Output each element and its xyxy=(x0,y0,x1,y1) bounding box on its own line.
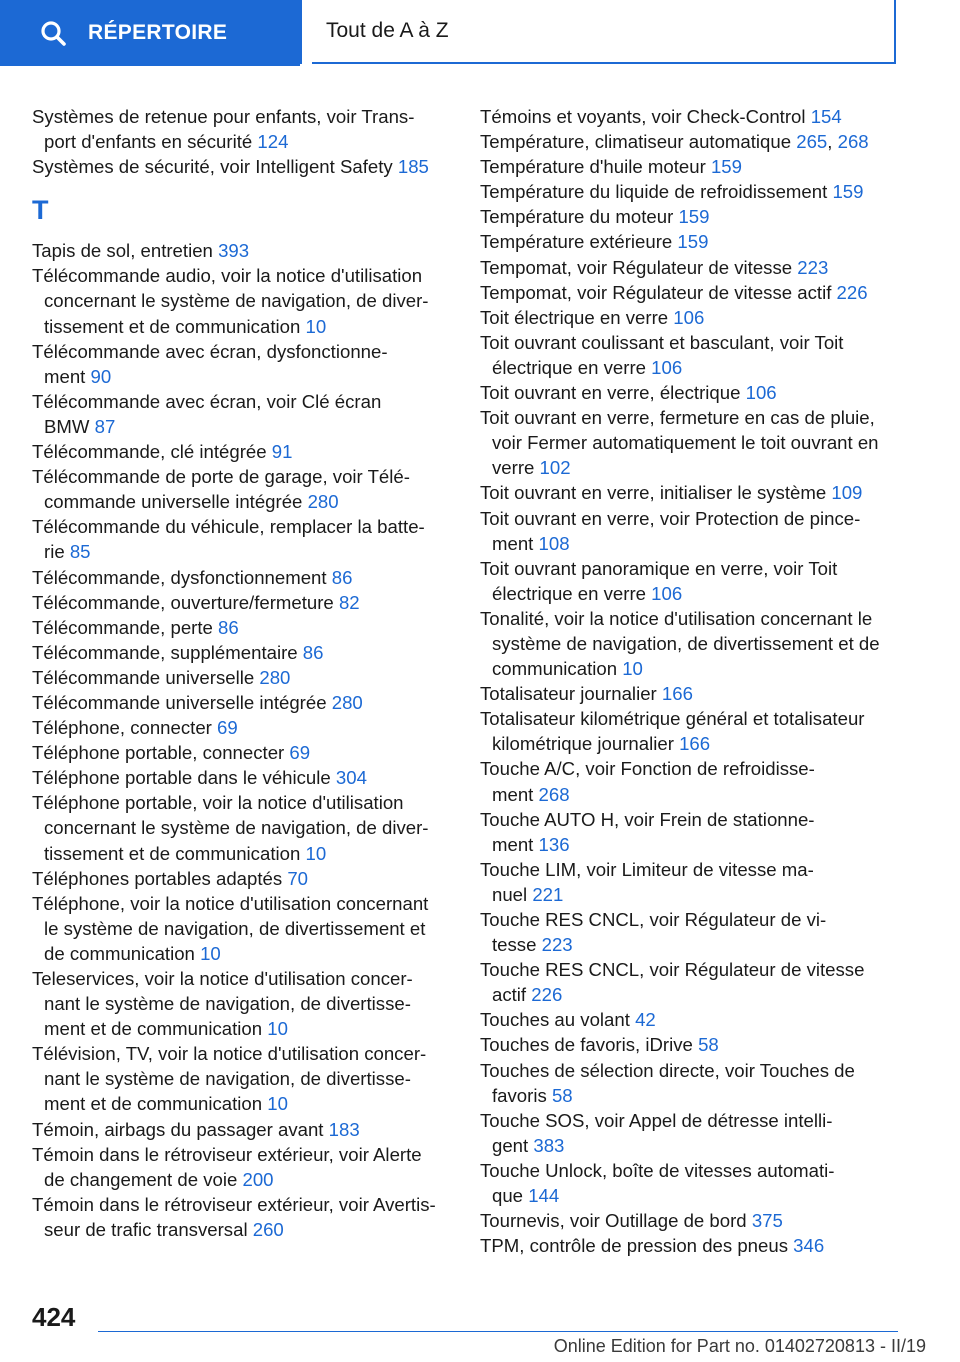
entry-text: Température du moteur xyxy=(480,206,674,228)
page-link[interactable]: 42 xyxy=(635,1009,656,1031)
index-entry xyxy=(32,891,452,966)
entry-text: électrique en verre xyxy=(492,356,646,378)
page-link[interactable]: 85 xyxy=(69,541,91,563)
entry-text: concernant le système de navigation, de diver- xyxy=(44,290,429,312)
index-entry xyxy=(480,305,900,330)
page-link[interactable]: 159 xyxy=(832,181,864,203)
page-link[interactable]: 260 xyxy=(252,1218,284,1240)
index-entry xyxy=(32,590,452,615)
index-entry xyxy=(32,765,452,790)
page-link[interactable]: 226 xyxy=(836,281,868,303)
index-entry xyxy=(480,606,900,681)
index-entry xyxy=(480,1108,900,1158)
entry-text: système de navigation, de divertissement et de xyxy=(492,632,880,654)
page-link[interactable]: 108 xyxy=(538,532,570,554)
index-entry xyxy=(32,690,452,715)
entry-text: voir Fermer automatiquement le toit ouvrant en xyxy=(492,432,879,454)
footer-divider xyxy=(98,1331,898,1332)
index-entry xyxy=(32,615,452,640)
entry-text: Témoins et voyants, voir Check-Control xyxy=(480,106,806,127)
entry-text: ment xyxy=(492,532,534,554)
entry-text: Touche RES CNCL, voir Régulateur de vitesse xyxy=(480,959,865,981)
index-entry xyxy=(480,330,900,380)
entry-text: commande universelle intégrée xyxy=(44,491,303,513)
entry-text: ment xyxy=(492,833,534,855)
entry-text: favoris xyxy=(492,1084,547,1106)
page-link[interactable]: 90 xyxy=(90,365,112,387)
index-entry xyxy=(32,790,452,865)
index-entry xyxy=(480,681,900,706)
entry-text: Touche SOS, voir Appel de détresse intelli- xyxy=(480,1109,833,1131)
index-entry xyxy=(32,514,452,564)
entry-text: Téléphone portable, voir la notice d'utilisation xyxy=(32,792,404,814)
entry-text: Télécommande universelle intégrée xyxy=(32,691,327,713)
index-entry xyxy=(32,1041,452,1116)
entry-text: Systèmes de retenue pour enfants, voir Trans- xyxy=(32,106,415,127)
page-link[interactable]: 58 xyxy=(551,1084,573,1106)
index-entry xyxy=(32,665,452,690)
index-entry xyxy=(480,380,900,405)
page-link[interactable]: 393 xyxy=(218,240,250,262)
index-entry: Température, climatiseur automatique 265, 268 xyxy=(480,131,869,153)
entry-text: communication xyxy=(492,658,618,680)
entry-text: Tempomat, voir Régulateur de vitesse xyxy=(480,256,793,278)
page-link[interactable]: 185 xyxy=(397,156,429,178)
entry-text: Teleservices, voir la notice d'utilisation concer- xyxy=(32,968,413,989)
entry-text: Téléphone, connecter xyxy=(32,717,212,739)
index-column-right xyxy=(480,104,900,1258)
page-link[interactable]: 69 xyxy=(289,742,311,764)
page-link[interactable]: 87 xyxy=(94,415,116,437)
page-link[interactable]: 144 xyxy=(528,1185,560,1207)
page-link[interactable]: 69 xyxy=(217,717,238,739)
entry-text: Toit ouvrant en verre, électrique xyxy=(480,382,741,404)
index-entry xyxy=(480,480,900,505)
page-link[interactable]: 221 xyxy=(532,883,564,905)
entry-text: rie xyxy=(44,541,65,563)
page-link[interactable]: 154 xyxy=(810,106,842,127)
entry-text: Télécommande, perte xyxy=(32,616,213,638)
index-entry xyxy=(480,1007,900,1032)
index-entry xyxy=(32,154,452,179)
index-entry xyxy=(32,1192,452,1242)
repertoire-button[interactable] xyxy=(0,0,300,66)
entry-text: le système de navigation, de divertissement et xyxy=(44,917,426,939)
page-link[interactable]: 86 xyxy=(302,641,324,663)
entry-text: Télécommande, ouverture/fermeture xyxy=(32,591,334,613)
entry-text: nant le système de navigation, de divertisse- xyxy=(44,1068,411,1090)
page-link[interactable]: 106 xyxy=(673,306,705,328)
index-entry xyxy=(480,1058,900,1108)
index-entry xyxy=(480,229,900,254)
entry-text: Témoin dans le rétroviseur extérieur, voir Avertis- xyxy=(32,1193,436,1215)
page-link[interactable]: 124 xyxy=(257,131,289,153)
index-entry xyxy=(32,389,452,439)
page-link[interactable]: 223 xyxy=(797,256,829,278)
index-entry xyxy=(32,1117,452,1142)
page-link[interactable]: 10 xyxy=(267,1093,288,1115)
index-entry xyxy=(480,280,900,305)
page-link[interactable]: 10 xyxy=(622,658,643,680)
header xyxy=(0,0,960,66)
entry-text: kilométrique journalier xyxy=(492,733,674,755)
entry-text: Toit ouvrant en verre, initialiser le système xyxy=(480,482,827,504)
index-entry xyxy=(480,154,900,179)
page-link[interactable]: 106 xyxy=(745,382,777,404)
entry-text: Tournevis, voir Outillage de bord xyxy=(480,1210,747,1232)
index-entry xyxy=(480,1233,900,1258)
entry-text: Touches de favoris, iDrive xyxy=(480,1034,693,1056)
index-entry xyxy=(480,179,900,204)
page-link[interactable]: 280 xyxy=(307,491,339,513)
index-entry xyxy=(480,204,900,229)
page-link[interactable]: 159 xyxy=(677,231,709,253)
page-link[interactable]: 375 xyxy=(751,1210,783,1232)
entry-text: Télécommande du véhicule, remplacer la batte- xyxy=(32,516,425,538)
entry-text: Température d'huile moteur xyxy=(480,156,706,178)
entry-text: Télécommande, dysfonctionnement xyxy=(32,566,327,588)
entry-text: Touche AUTO H, voir Frein de stationne- xyxy=(480,808,815,830)
page-link[interactable]: 70 xyxy=(287,867,309,889)
entry-text: Télécommande de porte de garage, voir Télé- xyxy=(32,466,410,488)
entry-text: Touche LIM, voir Limiteur de vitesse ma- xyxy=(480,858,814,880)
index-entry xyxy=(480,957,900,1007)
page-link[interactable]: 82 xyxy=(338,591,360,613)
page-link[interactable]: 109 xyxy=(831,482,863,504)
entry-text: nuel xyxy=(492,883,528,905)
page-link[interactable]: 86 xyxy=(218,616,239,638)
index-entry xyxy=(480,756,900,806)
entry-text: Totalisateur kilométrique général et totalisateur xyxy=(480,708,865,730)
entry-text: Touches au volant xyxy=(480,1009,630,1031)
entry-text: Touche A/C, voir Fonction de refroidisse- xyxy=(480,758,815,780)
entry-text: Température du liquide de refroidissement xyxy=(480,181,828,203)
entry-text: Témoin dans le rétroviseur extérieur, voir Alerte xyxy=(32,1143,422,1165)
index-entry xyxy=(32,966,452,1041)
entry-text: Témoin, airbags du passager avant xyxy=(32,1118,324,1140)
edition-text: Online Edition for Part no. 01402720813 - II/19 xyxy=(553,1336,926,1356)
entry-text: port d'enfants en sécurité xyxy=(44,131,253,153)
page-link[interactable]: 280 xyxy=(259,666,291,688)
entry-text: Téléphone portable dans le véhicule xyxy=(32,767,331,789)
entry-text: Température, climatiseur automatique xyxy=(480,131,792,153)
entry-text: ment xyxy=(44,365,86,387)
index-entry xyxy=(32,565,452,590)
entry-text: Télécommande, clé intégrée xyxy=(32,441,267,463)
entry-text: Toit ouvrant en verre, fermeture en cas de pluie, xyxy=(480,407,875,429)
entry-text: gent xyxy=(492,1134,529,1156)
entry-text: ment et de communication xyxy=(44,1018,263,1040)
entry-text: Toit électrique en verre xyxy=(480,306,669,328)
entry-text: seur de trafic transversal xyxy=(44,1218,248,1240)
page-link[interactable]: 159 xyxy=(678,206,710,228)
page-link[interactable]: 304 xyxy=(335,767,367,789)
entry-text: nant le système de navigation, de divertisse- xyxy=(44,993,411,1015)
entry-text: Tempomat, voir Régulateur de vitesse actif xyxy=(480,281,832,303)
index-entry xyxy=(32,263,452,338)
entry-text: Téléphone, voir la notice d'utilisation concernant xyxy=(32,892,429,914)
page-link[interactable]: 223 xyxy=(541,934,573,956)
page-link[interactable]: 159 xyxy=(710,156,742,178)
index-entry xyxy=(32,238,452,263)
index-entry xyxy=(32,640,452,665)
entry-text: ment xyxy=(492,783,534,805)
index-entry xyxy=(32,339,452,389)
index-column-left xyxy=(32,104,452,1242)
index-entry xyxy=(480,556,900,606)
index-entry xyxy=(32,439,452,464)
page-link[interactable]: 383 xyxy=(533,1134,565,1156)
entry-text: tissement et de communication xyxy=(44,842,301,864)
page-link[interactable]: 10 xyxy=(200,942,221,964)
page-link[interactable]: 183 xyxy=(328,1118,360,1140)
entry-text: actif xyxy=(492,984,527,1006)
entry-text: Totalisateur journalier xyxy=(480,683,657,705)
entry-text: BMW xyxy=(44,415,90,437)
entry-text: électrique en verre xyxy=(492,582,646,604)
page-link[interactable]: 86 xyxy=(331,566,353,588)
index-entry xyxy=(480,807,900,857)
page-link[interactable]: 58 xyxy=(698,1034,719,1056)
entry-text: Télécommande avec écran, dysfonctionne- xyxy=(32,340,388,362)
page-link[interactable]: 226 xyxy=(531,984,563,1006)
page-link[interactable]: 106 xyxy=(651,582,683,604)
page-link[interactable]: 136 xyxy=(538,833,570,855)
entry-text: Touches de sélection directe, voir Touches de xyxy=(480,1059,855,1081)
entry-text: Télécommande avec écran, voir Clé écran xyxy=(32,390,382,412)
index-entry xyxy=(480,1158,900,1208)
index-entry xyxy=(32,104,452,154)
page-link[interactable]: 102 xyxy=(539,457,571,479)
tab-label: Tout de A à Z xyxy=(326,19,449,42)
index-entry xyxy=(480,1208,900,1233)
index-entry xyxy=(480,706,900,756)
page-link[interactable]: 200 xyxy=(242,1168,274,1190)
index-entry xyxy=(32,715,452,740)
index-entry xyxy=(480,907,900,957)
index-entry xyxy=(480,255,900,280)
entry-text: Touche Unlock, boîte de vitesses automati- xyxy=(480,1159,835,1181)
search-icon xyxy=(40,20,66,46)
page-link[interactable]: 166 xyxy=(679,733,711,755)
entry-text: Touche RES CNCL, voir Régulateur de vi- xyxy=(480,909,827,930)
entry-text: tesse xyxy=(492,934,537,956)
repertoire-label: RÉPERTOIRE xyxy=(88,21,228,44)
entry-text: Température extérieure xyxy=(480,231,673,253)
entry-text: Téléphone portable, connecter xyxy=(32,742,285,764)
entry-text: Systèmes de sécurité, voir Intelligent Safety xyxy=(32,156,393,178)
index-entry xyxy=(32,1142,452,1192)
entry-text: Toit ouvrant en verre, voir Protection de pince- xyxy=(480,507,861,529)
entry-text: Toit ouvrant panoramique en verre, voir Toit xyxy=(480,557,838,579)
page-link[interactable]: 280 xyxy=(331,691,363,713)
entry-text: Téléphones portables adaptés xyxy=(32,867,283,889)
page-link[interactable]: 265 xyxy=(796,131,828,153)
page-link[interactable]: 10 xyxy=(305,315,327,337)
page-link[interactable]: 91 xyxy=(271,441,293,463)
page-number: 424 xyxy=(32,1302,76,1332)
page-link[interactable]: 268 xyxy=(538,783,570,805)
entry-text: que xyxy=(492,1185,524,1207)
index-entry xyxy=(32,866,452,891)
index-entry xyxy=(480,857,900,907)
entry-text: TPM, contrôle de pression des pneus xyxy=(480,1235,788,1257)
entry-text: Télécommande audio, voir la notice d'utilisation xyxy=(32,265,423,287)
page-link[interactable]: 268 xyxy=(837,131,869,153)
page-link[interactable]: 106 xyxy=(651,356,683,378)
index-letter-heading: T xyxy=(32,195,49,226)
entry-text: de communication xyxy=(44,942,195,964)
entry-text: de changement de voie xyxy=(44,1168,238,1190)
page-link[interactable]: 166 xyxy=(661,683,693,705)
entry-text: tissement et de communication xyxy=(44,315,301,337)
entry-text: Télécommande, supplémentaire xyxy=(32,641,298,663)
page-link[interactable]: 10 xyxy=(267,1018,288,1040)
index-entry xyxy=(480,104,900,129)
index-entry xyxy=(32,740,452,765)
entry-text: Télévision, TV, voir la notice d'utilisation concer- xyxy=(32,1043,427,1065)
entry-text: ment et de communication xyxy=(44,1093,263,1115)
index-entry xyxy=(480,405,900,480)
index-entry xyxy=(32,464,452,514)
tab-tout-de-a-a-z[interactable] xyxy=(312,0,896,64)
entry-text: Toit ouvrant coulissant et basculant, voir Toit xyxy=(480,331,844,353)
entry-text: Télécommande universelle xyxy=(32,666,255,688)
entry-text: Tonalité, voir la notice d'utilisation concernant le xyxy=(480,607,873,629)
entry-text: verre xyxy=(492,457,535,479)
entry-text: concernant le système de navigation, de diver- xyxy=(44,817,429,839)
page-link[interactable]: 346 xyxy=(793,1235,825,1257)
entry-text: Tapis de sol, entretien xyxy=(32,240,213,262)
index-entry xyxy=(480,1032,900,1057)
page-link[interactable]: 10 xyxy=(305,842,327,864)
index-entry xyxy=(480,506,900,556)
